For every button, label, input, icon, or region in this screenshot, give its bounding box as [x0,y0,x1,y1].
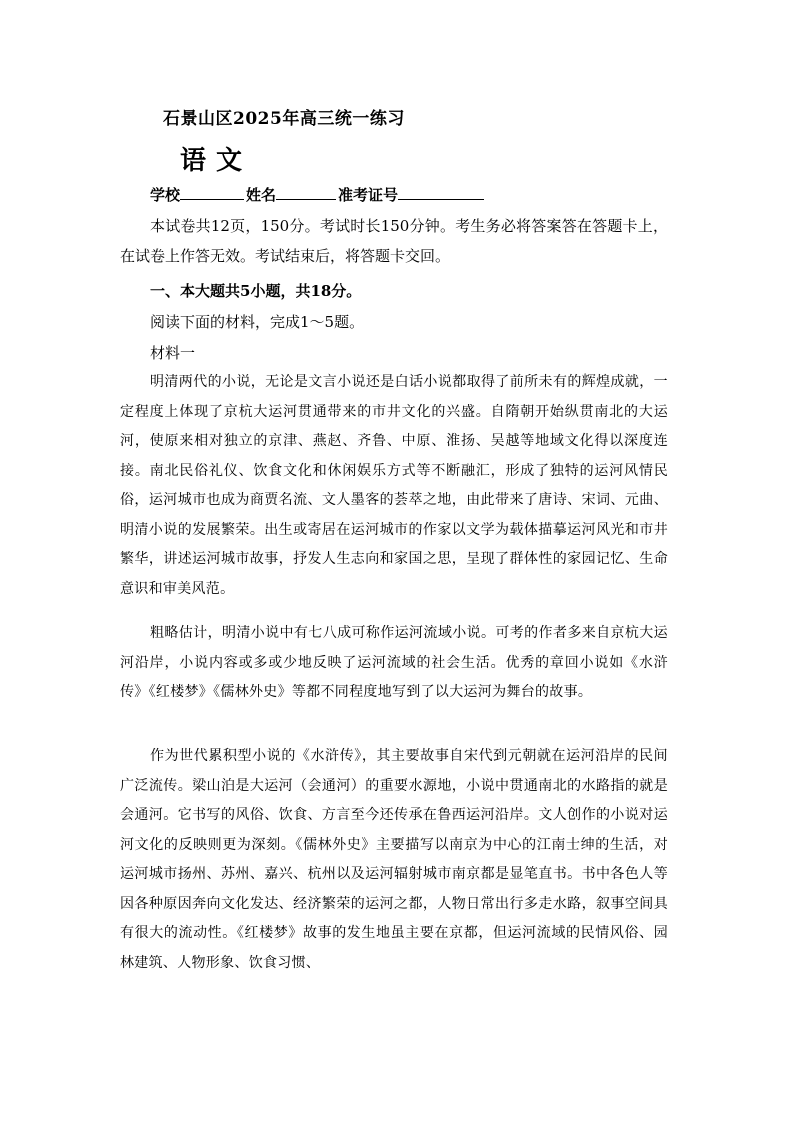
subject-title: 语文 [180,146,253,176]
name-label: 姓名 [246,186,277,204]
material-paragraph: 粗略估计，明清小说中有七八成可称作运河流域小说。可考的作者多来自京杭大运河沿岸，小说内容或多或少地反映了运河流域的社会生活。优秀的章回小说如《水浒传》《红楼梦》《儒林外史》等都不同程度地写到了以大运河为舞台的故事。 [120,625,668,700]
exam-instructions: 本试卷共12页，150分。考试时长150分钟。考生务必将答案答在答题卡上，在试卷上作答无效。考试结束后，将答题卡交回。 [120,217,668,265]
reading-instruction: 阅读下面的材料，完成1～5题。 [150,313,365,331]
material-paragraph: 作为世代累积型小说的《水浒传》，其主要故事自宋代到元朝就在运河沿岸的民间广泛流传。梁山泊是大运河（会通河）的重要水源地，小说中贯通南北的水路指的就是会通河。它书写的风俗、饮食、方言至今还传承在鲁西运河沿岸。文人创作的小说对运河文化的反映则更为深刻。《儒林外史》主要描写以南京为中心的江南士绅的生活，对运河城市扬州、苏州、嘉兴、杭州以及运河辐射城市南京都是显笔直书。书中各色人等因各种原因奔向文化发达、经济繁荣的运河之都，人物日常出行多走水路，叙事空间具有很大的流动性。《红楼梦》故事的发生地虽主要在京都，但运河流域的民情风俗、园林建筑、人物形象、饮食习惯、 [120,748,668,971]
student-info-line [150,184,484,205]
name-blank [276,185,336,200]
section-title: 一、本大题共5小题，共18分。 [150,282,362,300]
exam-id-label: 准考证号 [338,186,399,204]
school-blank [180,185,244,200]
material-label: 材料一 [150,344,196,362]
exam-title: 石景山区2025年高三统一练习 [163,109,405,129]
material-paragraph: 明清两代的小说，无论是文言小说还是白话小说都取得了前所未有的辉煌成就，一定程度上体现了京杭大运河贯通带来的市井文化的兴盛。自隋朝开始纵贯南北的大运河，使原来相对独立的京津、燕赵、齐鲁、中原、淮扬、吴越等地域文化得以深度连接。南北民俗礼仪、饮食文化和休闲娱乐方式等不断融汇，形成了独特的运河风情民俗，运河城市也成为商贾名流、文人墨客的荟萃之地，由此带来了唐诗、宋词、元曲、明清小说的发展繁荣。出生或寄居在运河城市的作家以文学为载体描摹运河风光和市井繁华，讲述运河城市故事，抒发人生志向和家国之思，呈现了群体性的家园记忆、生命意识和审美风范。 [120,374,668,597]
exam-id-blank [398,185,484,200]
school-label: 学校 [150,186,181,204]
